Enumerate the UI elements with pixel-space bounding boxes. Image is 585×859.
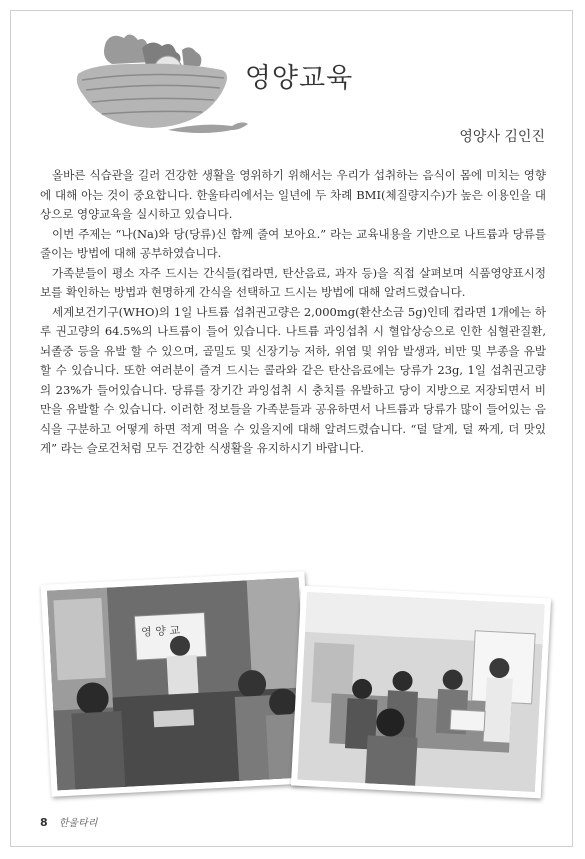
- page-number: 8: [40, 816, 48, 829]
- magazine-name: 한울타리: [58, 818, 98, 829]
- page-title: 영양교육: [244, 63, 354, 94]
- article-body: [40, 166, 546, 459]
- paragraph: 올바른 식습관을 길러 건강한 생활을 영위하기 위해서는 우리가 섭취하는 음식이 몸에 미치는 영향에 대해 아는 것이 중요합니다. 한울타리에서는 일년에 두 차례 BMI(체질량지수)가 높은 이용인을 대상으로 영양교육을 실시하고 있습니다.: [40, 168, 546, 221]
- education-sign-text: 영 양 교: [140, 623, 181, 639]
- author-byline: 영양사 김인진: [459, 129, 545, 145]
- vegetable-basket-illustration: [72, 30, 250, 140]
- paragraph: 가족분들이 평소 자주 드시는 간식들(컵라면, 탄산음료, 과자 등)을 직접 살펴보며 식품영양표시정보를 확인하는 방법과 현명하게 간식을 선택하고 드시는 방법에 대해 알려드렸습니다.: [40, 265, 546, 299]
- photo-nutrition-class-right: [291, 586, 551, 799]
- paragraph: 세계보건기구(WHO)의 1일 나트륨 섭취권고량은 2,000mg(환산소금 5g)인데 컵라면 1개에는 하루 권고량의 64.5%의 나트륨이 들어 있습니다. 나트륨 과잉섭취 시 혈압상승으로 인한 심혈관질환, 뇌졸중 등을 유발 할 수 있으며, 골밀도 및 신장기능 저하, 위염 및 위암 발생과, 비만 및 부종을 유발 할 수 있습니다. 또한 여러분이 즐겨 드시는 콜라와 같은 탄산음료에는 당류가 23g, 1일 섭취권고량의 23%가 들어있습니다. 당류를 장기간 과잉섭취 시 충치를 유발하고 당이 지방으로 저장되면서 비만을 유발할 수 있습니다. 이러한 정보들을 가족분들과 공유하면서 나트륨과 당류가 많이 들어있는 음식을 구분하고 어떻게 하면 적게 먹을 수 있을지에 대해 알려드렸습니다. “덜 달게, 덜 짜게, 더 맛있게” 라는 슬로건처럼 모두 건강한 식생활을 유지하시기 바랍니다.: [40, 304, 546, 455]
- page-footer: [40, 811, 97, 830]
- basket-icon: [72, 30, 250, 140]
- paragraph: 이번 주제는 “나(Na)와 당(당류)신 함께 줄여 보아요.” 라는 교육내용을 기반으로 나트륨과 당류를 줄이는 방법에 대해 공부하였습니다.: [40, 226, 546, 260]
- photo-nutrition-class-left: [41, 571, 316, 797]
